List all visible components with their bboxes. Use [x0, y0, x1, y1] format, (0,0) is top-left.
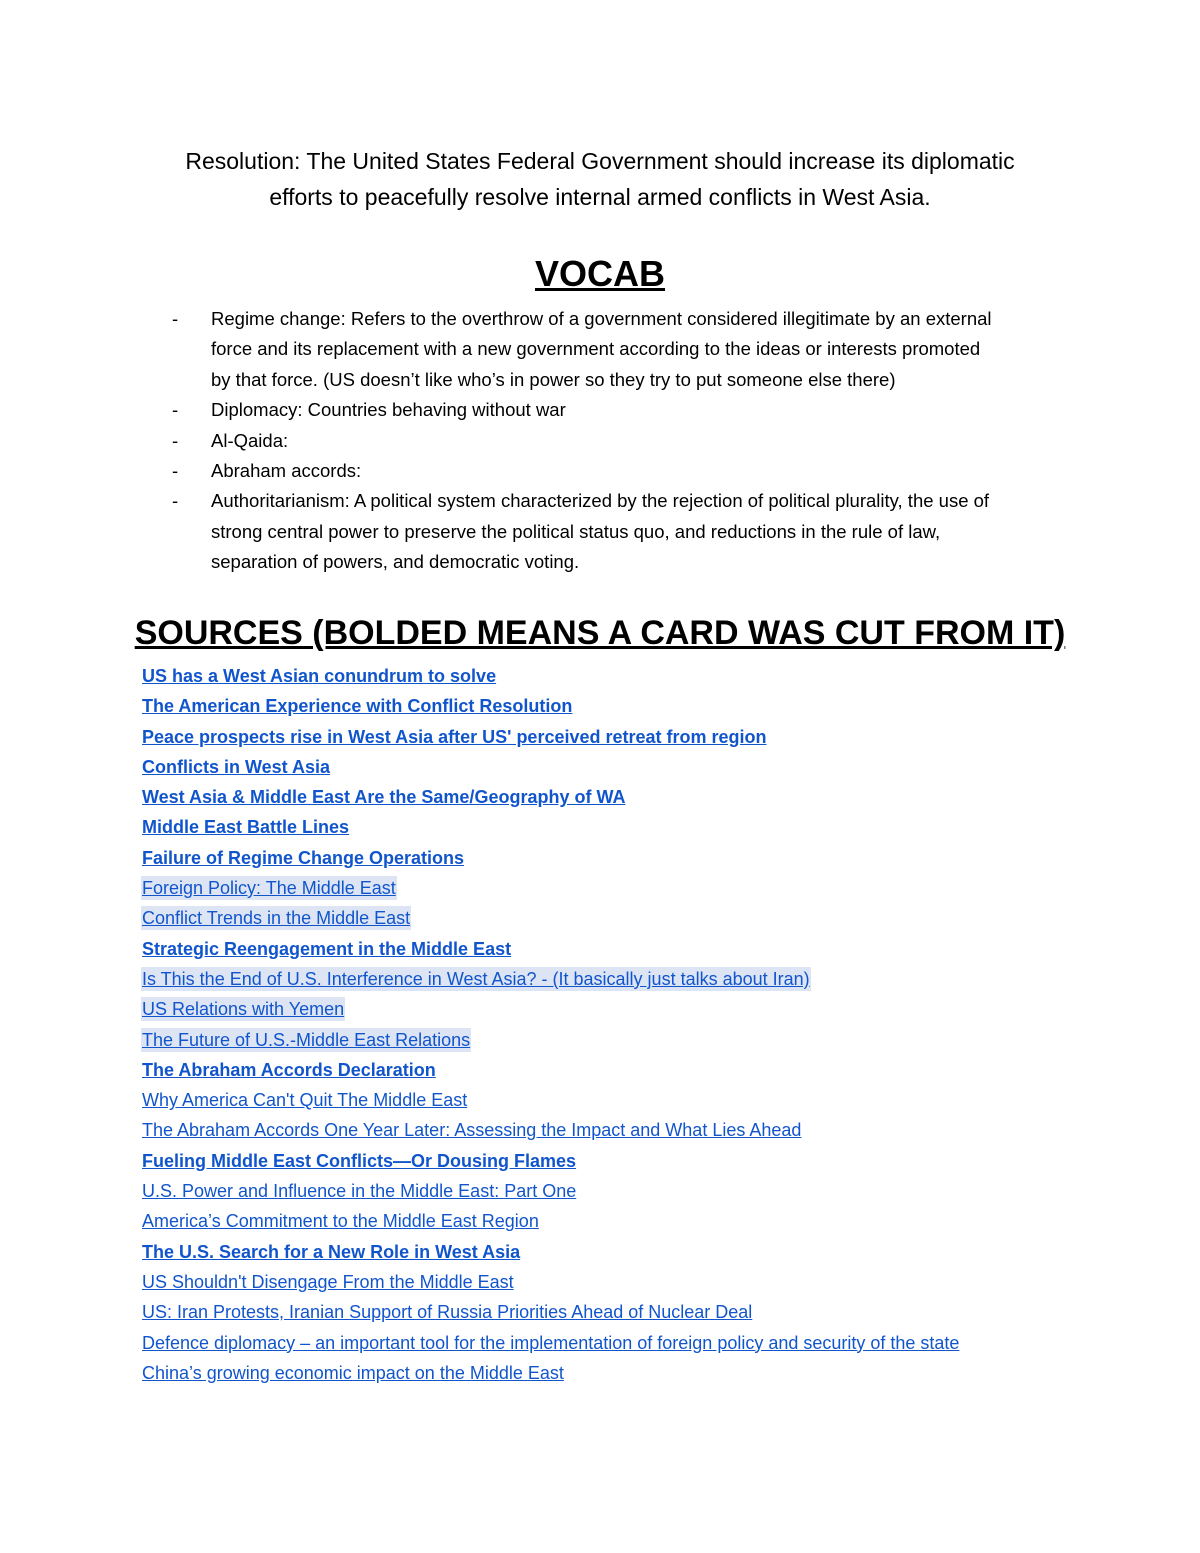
vocab-item-line: force and its replacement with a new government according to the ideas or interests promoted: [211, 338, 981, 360]
source-link[interactable]: America’s Commitment to the Middle East Region: [142, 1211, 539, 1232]
vocab-item-line: Authoritarianism: A political system characterized by the rejection of political plurality, the use of: [211, 490, 990, 512]
source-link[interactable]: Fueling Middle East Conflicts—Or Dousing Flames: [142, 1150, 577, 1171]
source-link[interactable]: US Shouldn't Disengage From the Middle East: [142, 1271, 514, 1292]
vocab-item-line: separation of powers, and democratic voting.: [211, 551, 580, 573]
source-item: [141, 964, 1101, 994]
source-item: [141, 1146, 1101, 1176]
source-link[interactable]: US: Iran Protests, Iranian Support of Russia Priorities Ahead of Nuclear Deal: [142, 1302, 753, 1323]
vocab-item-line: strong central power to preserve the political status quo, and reductions in the rule of law,: [211, 520, 941, 542]
source-item: [141, 1328, 1101, 1358]
bullet-dash: -: [172, 490, 179, 512]
source-item: [141, 812, 1101, 842]
source-link[interactable]: Strategic Reengagement in the Middle East: [142, 938, 512, 959]
source-link[interactable]: Conflicts in West Asia: [142, 756, 331, 777]
vocab-heading: VOCAB: [534, 253, 665, 294]
source-link[interactable]: US Relations with Yemen: [142, 999, 345, 1020]
source-link[interactable]: The Future of U.S.-Middle East Relations: [142, 1029, 471, 1050]
source-link[interactable]: Peace prospects rise in West Asia after US' perceived retreat from region: [142, 726, 767, 747]
bullet-dash: -: [172, 399, 179, 421]
source-item: [141, 1176, 1101, 1206]
vocab-item: [172, 456, 1072, 486]
source-link[interactable]: Defence diplomacy – an important tool for the implementation of foreign policy and security of the state: [142, 1332, 960, 1353]
source-item: [141, 1085, 1101, 1115]
source-item: [141, 1055, 1101, 1085]
vocab-list: [172, 304, 1072, 578]
source-link[interactable]: US has a West Asian conundrum to solve: [142, 666, 497, 686]
vocab-item-line: Abraham accords:: [211, 460, 362, 482]
source-item: [141, 1115, 1101, 1145]
source-link[interactable]: The American Experience with Conflict Resolution: [142, 696, 573, 717]
vocab-item: [172, 426, 1072, 456]
source-link[interactable]: The Abraham Accords Declaration: [142, 1059, 436, 1080]
source-item: [141, 873, 1101, 903]
source-link[interactable]: Conflict Trends in the Middle East: [142, 908, 411, 929]
bullet-dash: -: [172, 460, 179, 482]
source-item: [141, 843, 1101, 873]
sources-list: [141, 661, 1101, 1388]
vocab-item-line: Diplomacy: Countries behaving without war: [211, 399, 566, 421]
source-item: [141, 1237, 1101, 1267]
source-link[interactable]: Middle East Battle Lines: [142, 817, 350, 838]
source-link[interactable]: Failure of Regime Change Operations: [142, 847, 465, 868]
source-item: [141, 994, 1101, 1024]
resolution-statement: [130, 143, 1070, 215]
bullet-dash: -: [172, 308, 179, 329]
vocab-item: [172, 395, 1072, 425]
source-link[interactable]: Foreign Policy: The Middle East: [142, 878, 396, 899]
sources-heading: SOURCES (BOLDED MEANS A CARD WAS CUT FROM IT): [134, 614, 1066, 652]
resolution-line-1: Resolution: The United States Federal Government should increase its diplomatic: [185, 148, 1015, 174]
vocab-item: [172, 304, 1072, 395]
vocab-item-line: Regime change: Refers to the overthrow of a government considered illegitimate by an external: [211, 308, 992, 329]
source-item: [141, 691, 1101, 721]
source-item: [141, 903, 1101, 933]
source-item: [141, 752, 1101, 782]
source-item: [141, 661, 1101, 691]
source-item: [141, 1358, 1101, 1388]
source-link[interactable]: China’s growing economic impact on the Middle East: [142, 1362, 564, 1383]
source-item: [141, 782, 1101, 812]
source-item: [141, 934, 1101, 964]
source-link[interactable]: The U.S. Search for a New Role in West Asia: [142, 1241, 521, 1262]
source-link[interactable]: U.S. Power and Influence in the Middle East: Part One: [142, 1181, 577, 1202]
source-item: [141, 1297, 1101, 1327]
source-link[interactable]: Why America Can't Quit The Middle East: [142, 1090, 468, 1111]
source-link[interactable]: Is This the End of U.S. Interference in West Asia? - (It basically just talks about Iran): [142, 968, 810, 989]
source-link[interactable]: West Asia & Middle East Are the Same/Geography of WA: [142, 787, 626, 808]
source-item: [141, 1267, 1101, 1297]
bullet-dash: -: [172, 429, 179, 451]
resolution-line-2: efforts to peacefully resolve internal armed conflicts in West Asia.: [269, 184, 931, 210]
vocab-item-line: Al-Qaida:: [211, 429, 289, 451]
source-item: [141, 1206, 1101, 1236]
source-item: [141, 722, 1101, 752]
vocab-item-line: by that force. (US doesn’t like who’s in power so they try to put someone else there): [211, 368, 896, 390]
source-link[interactable]: The Abraham Accords One Year Later: Assessing the Impact and What Lies Ahead: [142, 1120, 802, 1141]
vocab-item: [172, 486, 1072, 577]
source-item: [141, 1025, 1101, 1055]
